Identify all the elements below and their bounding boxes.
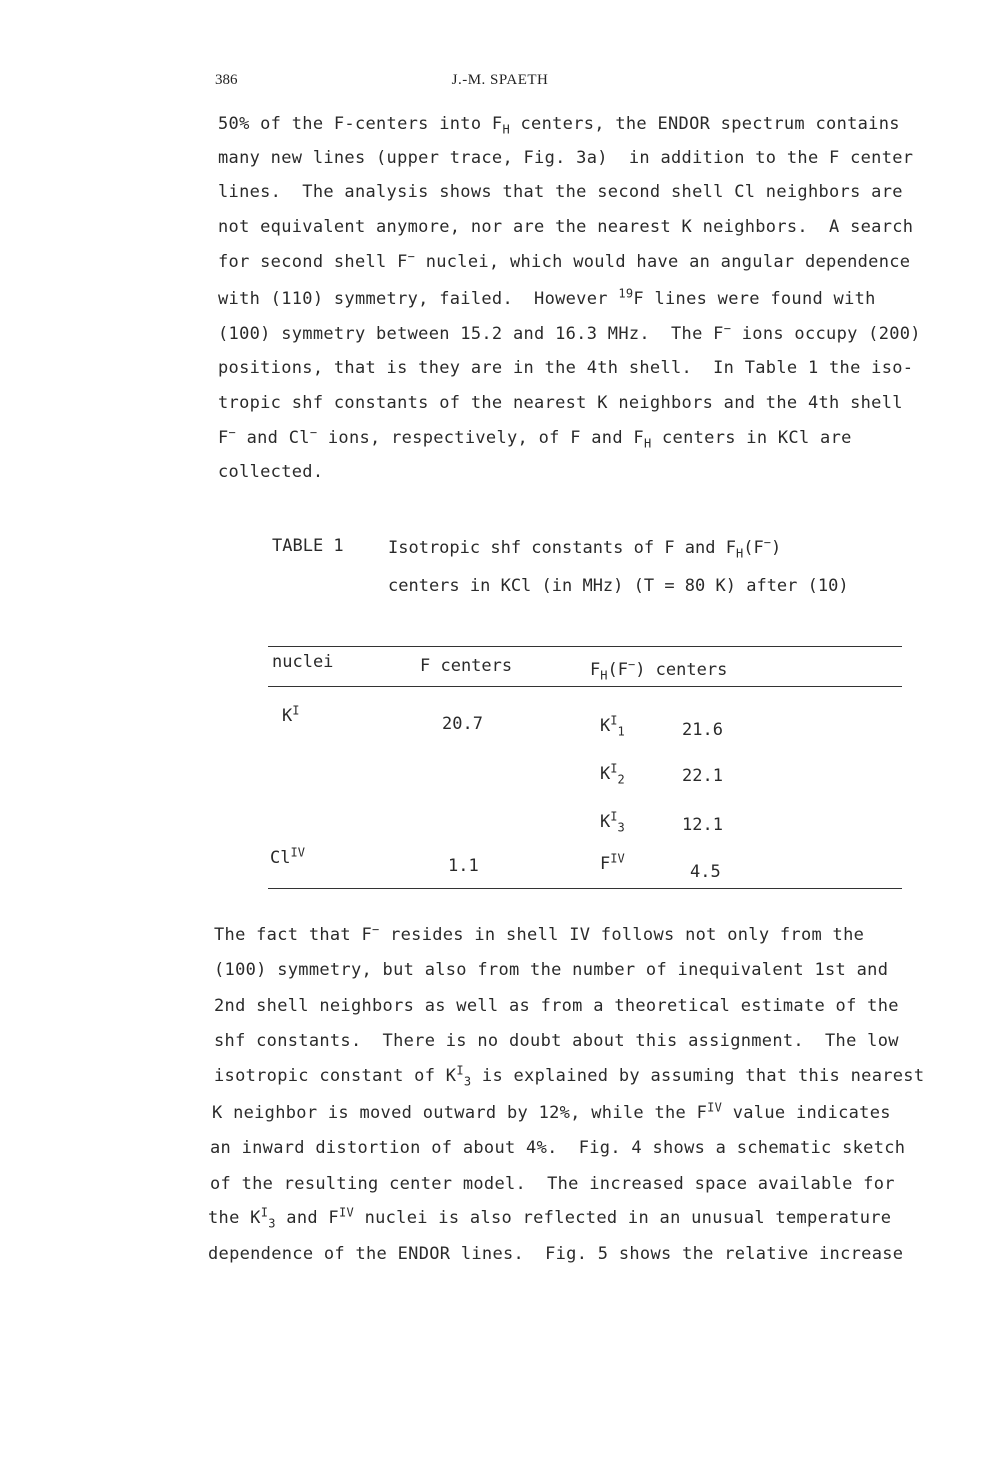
paragraph-line: positions, that is they are in the 4th shell. In Table 1 the iso-	[218, 358, 914, 378]
paragraph-line: dependence of the ENDOR lines. Fig. 5 shows the relative increase	[208, 1244, 904, 1264]
table-cell-fh-nucleus: $F^{IV}$	[600, 851, 625, 874]
table-cell-fh-value: 21.6	[682, 720, 723, 740]
table-cell-fh-nucleus: $K^I_2$	[600, 761, 625, 787]
paragraph-line: 50% of the F-centers into $F_H$ centers, the ENDOR spectrum contains	[218, 114, 900, 137]
table-cell-nucleus: $K^I$	[282, 703, 300, 726]
paragraph-line: (100) symmetry, but also from the number of inequivalent 1st and	[214, 960, 889, 980]
column-header-nuclei: nuclei	[272, 652, 334, 672]
table-cell-fh-value: 12.1	[682, 815, 723, 835]
paragraph-line: for second shell F− nuclei, which would have an angular dependence	[218, 249, 911, 272]
table-cell-f-value: 1.1	[448, 856, 479, 876]
running-header-author: J.-M. SPAETH	[451, 72, 549, 88]
paragraph-line: (100) symmetry between 15.2 and 16.3 MHz. The F− ions occupy (200)	[218, 321, 921, 344]
paragraph-line: The fact that F− resides in shell IV follows not only from the	[214, 922, 865, 945]
table-cell-fh-nucleus: $K^I_1$	[600, 713, 625, 739]
table-top-rule	[268, 646, 902, 647]
paragraph-line: F− and Cl− ions, respectively, of F and $F_H$ centers in KCl are	[218, 425, 852, 451]
table-cell-f-value: 20.7	[442, 714, 483, 734]
table-cell-fh-value: 4.5	[690, 862, 721, 882]
table-caption-line: centers in KCl (in MHz) (T = 80 K) after (10)	[388, 576, 849, 596]
paragraph-line: not equivalent anymore, nor are the nearest K neighbors. A search	[218, 217, 914, 237]
column-header-fh-centers: $F_H(F^-)$ centers	[590, 657, 728, 683]
paragraph-line: lines. The analysis shows that the second shell Cl neighbors are	[218, 182, 903, 202]
table-cell-fh-value: 22.1	[682, 766, 723, 786]
paragraph-line: isotropic constant of $K^I_3$ is explained by assuming that this nearest	[214, 1063, 925, 1089]
table-header-rule	[268, 686, 902, 687]
table-caption-line: Isotropic shf constants of F and $F_H(F^-)$	[388, 535, 782, 561]
paragraph-line: shf constants. There is no doubt about this assignment. The low	[214, 1031, 899, 1051]
table-bottom-rule	[268, 888, 902, 889]
paragraph-line: many new lines (upper trace, Fig. 3a) in addition to the F center	[218, 148, 914, 168]
table-label: TABLE 1	[272, 536, 344, 556]
paragraph-line: an inward distortion of about 4%. Fig. 4 shows a schematic sketch	[210, 1138, 906, 1158]
paragraph-line: 2nd shell neighbors as well as from a theoretical estimate of the	[214, 996, 899, 1016]
table-cell-nucleus: $Cl^{IV}$	[270, 845, 305, 868]
paragraph-line: K neighbor is moved outward by 12%, while the $F^{IV}$ value indicates	[212, 1100, 891, 1123]
table-cell-fh-nucleus: $K^I_3$	[600, 809, 625, 835]
paragraph-line: with (110) symmetry, failed. However $^{19}$F lines were found with	[218, 286, 876, 309]
paragraph-line: collected.	[218, 462, 324, 482]
paragraph-line: the $K^I_3$ and $F^{IV}$ nuclei is also reflected in an unusual temperature	[208, 1205, 892, 1231]
paragraph-line: tropic shf constants of the nearest K neighbors and the 4th shell	[218, 393, 903, 413]
column-header-f-centers: F centers	[420, 656, 513, 676]
paragraph-line: of the resulting center model. The increased space available for	[210, 1174, 895, 1194]
page-number: 386	[215, 72, 238, 88]
